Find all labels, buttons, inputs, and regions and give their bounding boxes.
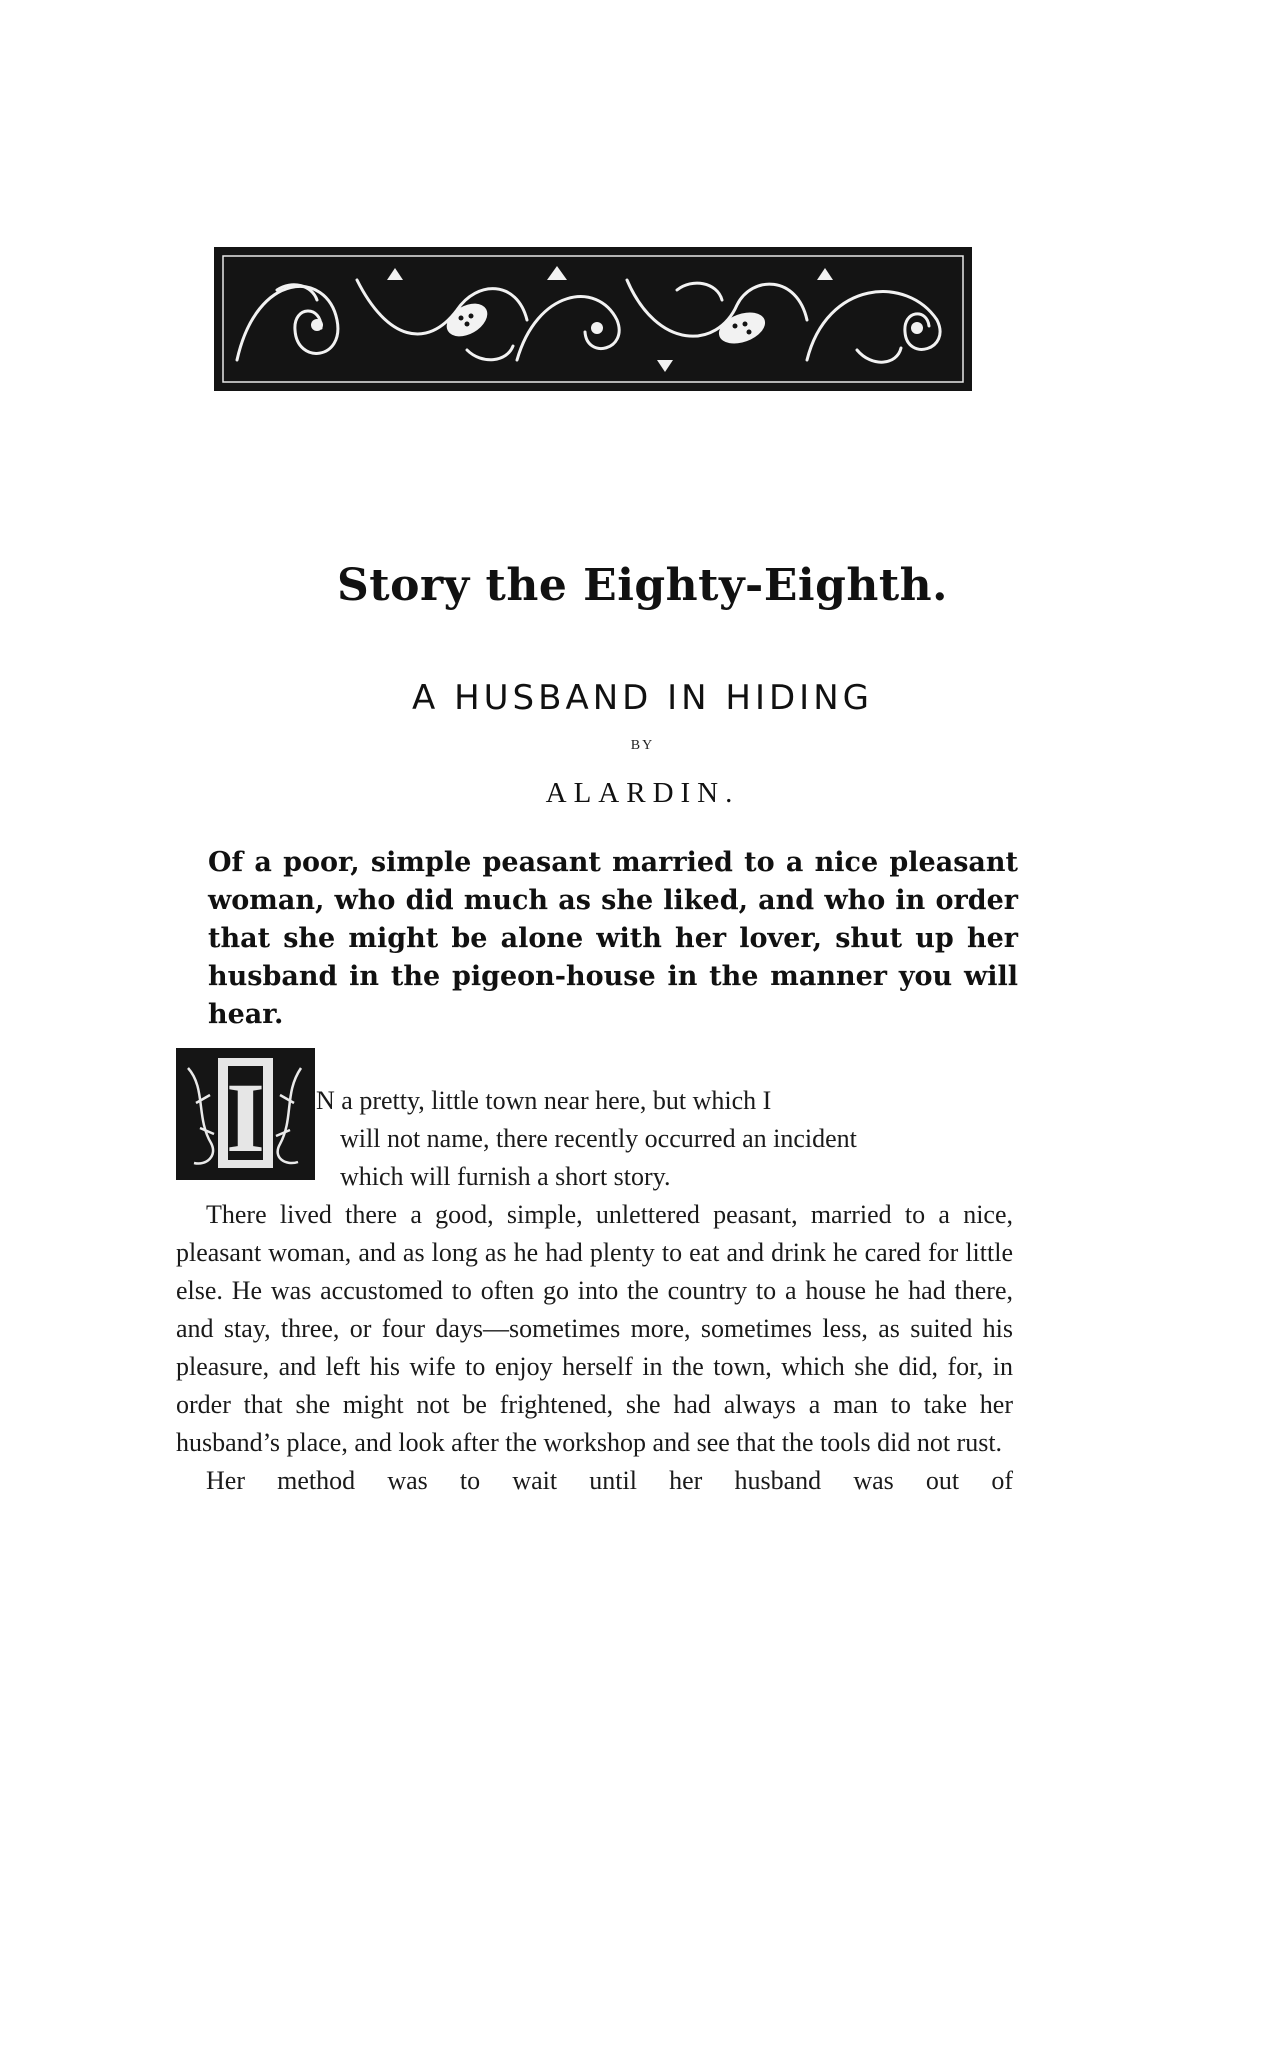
body-text <box>176 1196 1013 1500</box>
floral-ornament-icon <box>217 250 969 388</box>
first-line-2: will not name, there recently occurred an incident <box>340 1124 857 1153</box>
story-title: Story the Eighty-Eighth. <box>337 560 948 611</box>
first-lines-block <box>316 1082 1013 1196</box>
header-ornament-band <box>214 247 972 391</box>
paragraph-1: There lived there a good, simple, unlettered peasant, married to a nice, pleasant woman, and as long as he had plenty to eat and drink he cared for little else. He was accustomed to often go into the country to a house he had there, and stay, three, or four days—sometimes more, sometimes less, as suited his pleasure, and left his wife to enjoy herself in the town, which she did, for, in order that she might not be frightened, she had always a man to take her husband’s place, and look after the workshop and see that the tools did not rust. <box>176 1200 1013 1457</box>
dropcap-ornament-icon <box>176 1048 315 1180</box>
paragraph-2: Her method was to wait until her husband was out of <box>206 1466 1013 1495</box>
story-subtitle: A HUSBAND IN HIDING <box>412 678 873 718</box>
dropcap-initial <box>176 1048 315 1180</box>
author-name: ALARDIN. <box>545 777 740 809</box>
first-line-3: which will furnish a short story. <box>340 1162 671 1191</box>
by-label: BY <box>630 738 655 753</box>
story-summary: Of a poor, simple peasant married to a nice pleasant woman, who did much as she liked, and who in order that she might be alone with her lover, shut up her husband in the pigeon-house in the manner you will hear. <box>208 847 1018 1030</box>
first-line-1: N a pretty, little town near here, but which I <box>316 1086 772 1115</box>
dropcap-letter: I <box>226 1062 265 1173</box>
